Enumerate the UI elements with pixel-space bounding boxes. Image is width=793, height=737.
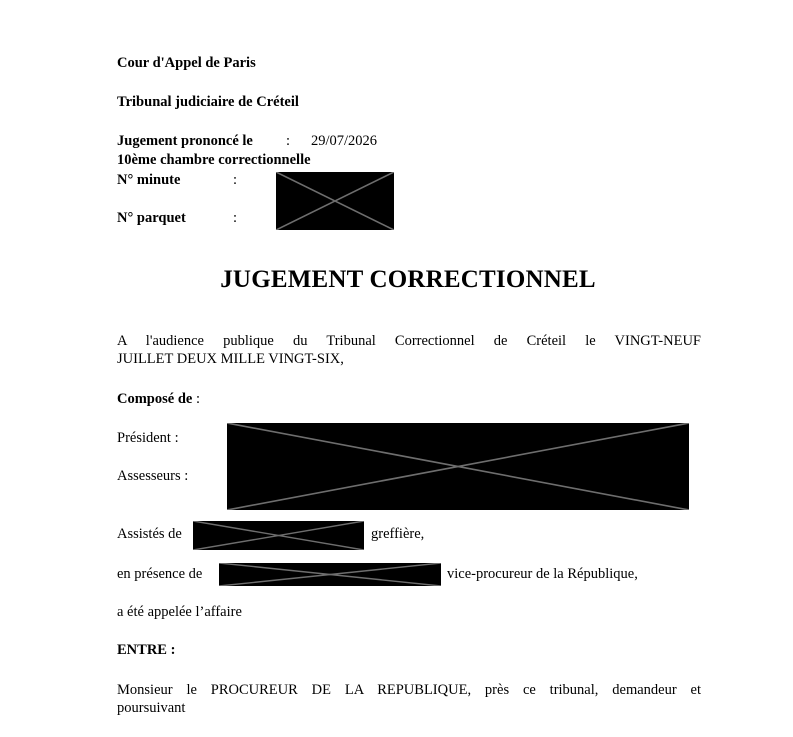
intro-line-1: A l'audience publique du Tribunal Correctionnel de Créteil le VINGT-NEUF — [117, 333, 701, 349]
redaction-cross-icon — [227, 423, 689, 510]
redaction-cross-icon — [193, 521, 364, 550]
intro-line-2: JUILLET DEUX MILLE VINGT-SIX, — [117, 351, 344, 367]
judgment-date: 29/07/2026 — [311, 133, 378, 149]
redaction-minute-parquet — [276, 172, 394, 230]
judgment-date-label: Jugement prononcé le — [117, 133, 253, 149]
compose-line — [117, 390, 200, 408]
appelee-text: a été appelée l’affaire — [117, 604, 242, 620]
chamber: 10ème chambre correctionnelle — [117, 152, 311, 168]
minute-label: N° minute — [117, 172, 181, 188]
redaction-cross-icon — [219, 563, 441, 586]
minute-colon: : — [233, 172, 238, 188]
procureur-paragraph — [117, 681, 701, 717]
compose-colon: : — [192, 391, 200, 407]
greffiere-text: greffière, — [371, 526, 425, 542]
redaction-cross-icon — [276, 172, 394, 230]
parquet-label: N° parquet — [117, 210, 186, 226]
vice-procureur-text: vice-procureur de la République, — [447, 566, 638, 582]
judgment-date-colon: : — [286, 133, 291, 149]
court-name: Cour d'Appel de Paris — [117, 55, 256, 71]
presence-label: en présence de — [117, 566, 203, 582]
tribunal-name: Tribunal judiciaire de Créteil — [117, 94, 299, 110]
parquet-colon: : — [233, 210, 238, 226]
redaction-procureur — [219, 563, 441, 586]
assistes-label: Assistés de — [117, 526, 182, 542]
redaction-judges — [227, 423, 689, 510]
president-label: Président : — [117, 430, 179, 446]
compose-label: Composé de — [117, 391, 193, 407]
document-title: JUGEMENT CORRECTIONNEL — [220, 266, 596, 293]
redaction-greffiere — [193, 521, 364, 550]
procureur-line-2: poursuivant — [117, 700, 186, 716]
assesseurs-label: Assesseurs : — [117, 468, 189, 484]
intro-paragraph — [117, 332, 701, 368]
procureur-line-1: Monsieur le PROCUREUR DE LA REPUBLIQUE, près ce tribunal, demandeur et — [117, 682, 701, 698]
entre-heading: ENTRE : — [117, 642, 176, 658]
